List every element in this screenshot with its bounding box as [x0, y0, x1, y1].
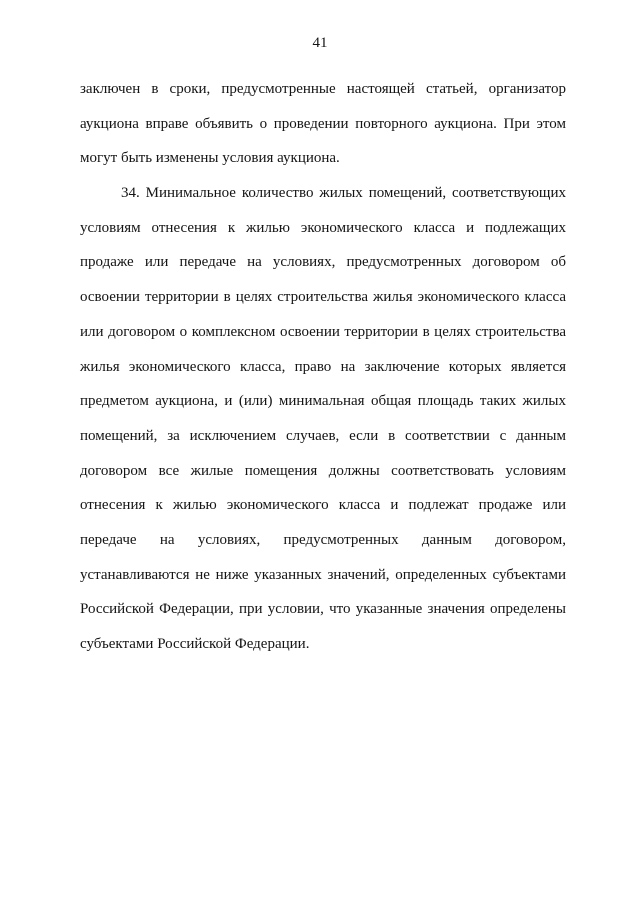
text-line: условиям отнесения к жилью экономического класса и подлежащих [80, 219, 566, 236]
text-line: субъектами Российской Федерации. [80, 636, 310, 652]
text-line: жилья экономического класса, право на заключение которых является [80, 358, 566, 375]
text-line: или договором о комплексном освоении территории в целях строительства [80, 323, 566, 340]
body-text [80, 72, 566, 662]
text-line: освоении территории в целях строительства жилья экономического класса [80, 289, 566, 306]
text-line: могут быть изменены условия аукциона. [80, 150, 340, 167]
text-line: передаче на условиях, предусмотренных данным договором, [80, 531, 566, 548]
text-line: Российской Федерации, при условии, что указанные значения определены [80, 601, 566, 618]
text-line: заключен в сроки, предусмотренные настоящей статьей, организатор [80, 81, 566, 97]
text-line: 34. Минимальное количество жилых помещений, соответствующих [121, 185, 566, 202]
text-line: отнесения к жилью экономического класса и подлежат продаже или [80, 497, 566, 514]
paragraph-continuation [80, 72, 566, 176]
text-line: продаже или передаче на условиях, предусмотренных договором об [80, 254, 566, 271]
text-line: аукциона вправе объявить о проведении повторного аукциона. При этом [80, 115, 566, 132]
text-line: договором все жилые помещения должны соответствовать условиям [80, 462, 566, 479]
text-line: предметом аукциона, и (или) минимальная общая площадь таких жилых [80, 393, 566, 410]
text-line: помещений, за исключением случаев, если в соответствии с данным [80, 427, 566, 444]
page-number: 41 [312, 35, 328, 51]
text-line: устанавливаются не ниже указанных значений, определенных субъектами [80, 566, 566, 583]
paragraph-item-34 [80, 176, 566, 662]
